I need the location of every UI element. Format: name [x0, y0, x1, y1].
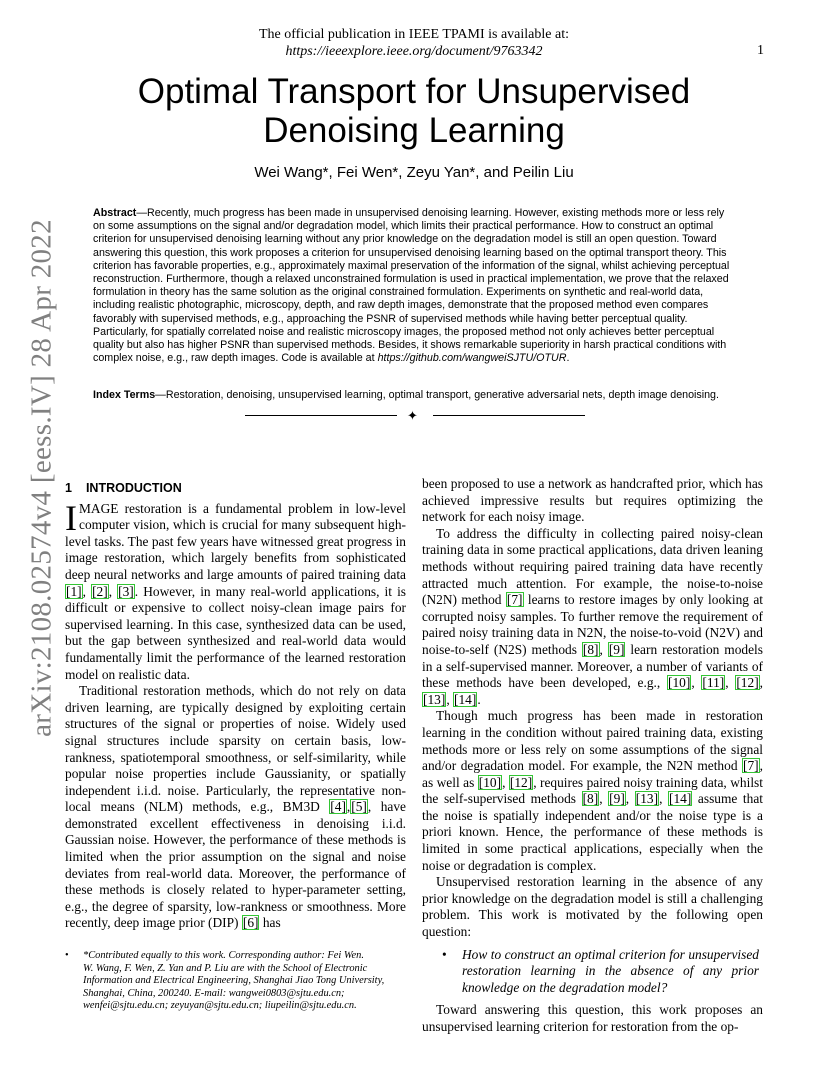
- citation-link[interactable]: [14]: [454, 691, 477, 707]
- citation-link[interactable]: [10]: [668, 675, 691, 691]
- question-bullet: •: [442, 946, 447, 962]
- text-run: restoration is a fundamental problem in low-level computer vision, which is crucial for many subsequent high-level tasks. The past few years have witnessed great progress in image restoration, which largely benefits from sophisticated deep neural networks and large amounts of paired training data: [65, 500, 406, 582]
- right-paragraph-4: Toward answering this question, this work proposes an unsupervised learning criterion for restoration from the op-: [422, 1002, 763, 1034]
- text-run: ,: [82, 583, 92, 599]
- index-terms: [93, 389, 736, 402]
- header-line-1: The official publication in IEEE TPAMI is available at:: [258, 27, 569, 42]
- divider-diamond-icon: ✦: [407, 408, 418, 423]
- page-number: 1: [757, 43, 764, 58]
- text-run: ,: [446, 691, 454, 707]
- text-run: learns to restore images by only looking at corrupted noisy samples. To further remove the requirement of paired noisy training data in N2N, the noise-to-void (N2V) and noise-to-self (N2S) methods: [422, 592, 763, 657]
- text-run: To address the difficulty in collecting paired noisy-clean training data in some practical applications, data driven leaning methods without requiring paired training data have recently attracted much attention. For example, the noise-to-noise (N2N) method: [422, 525, 763, 608]
- citation-link[interactable]: [8]: [582, 641, 599, 657]
- right-paragraph-0: been proposed to use a network as handcrafted prior, which has achieved impressive results but requires optimizing the network for each noisy image.: [422, 476, 763, 525]
- text-run: assume that the noise is spatially independent and/or the noise type is a priori known. Hence, the performance of these methods is limited in some practical applications, especially when the noise or degradation is complex.: [422, 791, 764, 873]
- divider-rule-left: [245, 415, 397, 416]
- abstract: [93, 207, 736, 365]
- text-run: , have demonstrated excellent effectiveness in denoising i.i.d. Gaussian noise. However, the performance of these methods is limited when the prior assumption on the signal and noise deviates from real-world data. Moreover, the performance of these methods is closely related to hyper-parameter setting, e.g., the degree of sparsity, low-rankness or smoothness. More recently, deep image prior (DIP): [65, 799, 406, 931]
- citation-link[interactable]: [2]: [92, 583, 108, 599]
- citation-link[interactable]: [10]: [478, 774, 502, 790]
- text-run: , as well as: [422, 758, 763, 790]
- text-run: ,: [599, 791, 609, 807]
- footnote-bullet: •: [65, 950, 69, 962]
- text-run: ,: [625, 791, 635, 807]
- footnote: [65, 950, 406, 1013]
- drop-cap: I: [65, 497, 77, 538]
- header-doi-link[interactable]: https://ieeexplore.ieee.org/document/9763342: [285, 44, 543, 59]
- citation-link[interactable]: [9]: [609, 791, 625, 807]
- citation-link[interactable]: [6]: [242, 915, 259, 931]
- citation-link[interactable]: [13]: [635, 791, 659, 807]
- text-run: learn restoration models in a self-supervised manner. Moreover, a number of variants of these methods have been developed, e.g.,: [422, 641, 763, 691]
- section-number: 1: [65, 481, 72, 495]
- citation-link[interactable]: [7]: [506, 592, 523, 608]
- footnote-line-1: *Contributed equally to this work. Corresponding author: Fei Wen.: [83, 950, 364, 962]
- citation-link[interactable]: [7]: [743, 758, 759, 774]
- citation-link[interactable]: [11]: [702, 675, 725, 691]
- right-paragraph-3: Unsupervised restoration learning in the absence of any prior knowledge on the degradation model is still a challenging problem. This work is motivated by the following open question:: [422, 874, 763, 940]
- section-title: INTRODUCTION: [85, 481, 182, 495]
- citation-link[interactable]: [4]: [330, 799, 346, 815]
- abstract-text: —Recently, much progress has been made in unsupervised denoising learning. However, existing methods more or less rely on some assumptions on the signal and/or degradation model, which limits their practical performance. How to construct an optimal criterion for unsupervised denoising learning without any prior knowledge on the degradation model is still an open question. Toward answering this question, this work proposes a criterion for unsupervised denoising learning based on the optimal transport theory. This criterion has favorable properties, e.g., approximately maximal preservation of the information of the signal, whilst achieving perceptual reconstruction. Furthermore, though a relaxed unconstrained formulation is used in practical implementation, we prove that the relaxed formulation in theory has the same solution as the original constrained formulation. Experiments on synthetic and real-world data, including realistic photographic, microscopy, depth, and raw depth images, demonstrate that the proposed method even compares favorably with supervised methods, e.g., approaching the PSNR of supervised methods while having better perceptual quality. Particularly, for spatially correlated noise and realistic microscopy images, the proposed method not only achieves better perceptual quality but also has higher PSNR than supervised methods. Besides, it shows remarkable superiority in harsh practical conditions with complex noise, e.g., raw depth images. Code is available at: [93, 207, 730, 365]
- text-run: ,: [108, 583, 118, 599]
- citation-link[interactable]: [14]: [669, 791, 692, 807]
- text-run: , requires paired noisy training data, whilst the self-supervised methods: [422, 774, 763, 807]
- citation-link[interactable]: [8]: [582, 791, 599, 807]
- text-run: has: [259, 915, 281, 931]
- citation-link[interactable]: [12]: [736, 675, 759, 691]
- text-run: ,: [502, 774, 509, 790]
- section-divider: [245, 409, 585, 423]
- intro-paragraph-1: [65, 497, 407, 684]
- author-list: Wei Wang*, Fei Wen*, Zeyu Yan*, and Peilin Liu: [254, 164, 574, 181]
- text-run: Traditional restoration methods, which do not rely on data driven learning, are typically designed by exploiting certain structures of the signal or properties of noise. Widely used signal structures include sparsity on certain basis, low-rankness, spatiotemporal smoothness, or self-similarity, while popular noise properties include Gaussianity, or spatially independent i.i.d. noise. Particularly, the representative non-local means (NLM) methods, e.g., BM3D: [65, 683, 406, 815]
- right-paragraph-2: [422, 708, 763, 874]
- footnote-line-2: W. Wang, F. Wen, Z. Yan and P. Liu are with the School of Electronic Information and Electrical Engineering, Shanghai Jiao Tong University, Shanghai, China, 200240. E-mail: wangwei0803@sjtu.edu.cn; wenfei@sjtu.edu.cn; zeyuyan@sjtu.edu.cn; liupeilin@sjtu.edu.cn.: [83, 962, 385, 1012]
- text-run: ,: [759, 675, 764, 691]
- text-run: ,: [346, 799, 351, 815]
- divider-rule-right: [433, 415, 585, 416]
- section-heading: [65, 480, 406, 497]
- citation-link[interactable]: [9]: [608, 641, 625, 657]
- text-run: ,: [725, 675, 736, 691]
- open-question-text: How to construct an optimal criterion for unsupervised restoration learning in the absence of any prior knowledge on the degradation model?: [462, 946, 759, 995]
- abstract-end: .: [566, 352, 570, 365]
- text-run: .: [477, 691, 481, 707]
- right-column: [422, 476, 763, 1036]
- citation-link[interactable]: [5]: [351, 799, 367, 815]
- citation-link[interactable]: [1]: [66, 583, 82, 599]
- citation-link[interactable]: [3]: [118, 583, 134, 599]
- code-link[interactable]: https://github.com/wangweiSJTU/OTUR: [377, 352, 567, 365]
- intro-paragraph-2: [65, 683, 406, 932]
- open-question-item: [422, 947, 763, 997]
- citation-link[interactable]: [13]: [423, 691, 446, 707]
- text-run: Though much progress has been made in restoration learning in the condition without paired training data, existing methods more or less rely on some assumptions of the signal and/or degradation model. For example, the N2N method: [422, 708, 763, 774]
- text-run: ,: [659, 791, 669, 807]
- abstract-label: Abstract: [93, 207, 137, 219]
- index-terms-text: —Restoration, denoising, unsupervised learning, optimal transport, generative adversarial nets, depth image denoising.: [155, 389, 719, 401]
- right-paragraph-1: [422, 526, 763, 709]
- citation-link[interactable]: [12]: [509, 774, 533, 790]
- arxiv-stamp: arXiv:2108.02574v4 [eess.IV] 28 Apr 2022: [25, 219, 58, 737]
- lead-word: MAGE: [79, 500, 119, 516]
- text-run: ,: [691, 675, 702, 691]
- left-column: [65, 476, 406, 1013]
- page-header: [0, 26, 828, 60]
- index-terms-label: Index Terms: [93, 389, 156, 401]
- text-run: . However, in many real-world applications, it is difficult or expensive to collect noisy-clean image pairs for supervised learning. In this case, synthesized data can be used, but the gap between synthesized and real-world data would fundamentally limit the performance of the learned restoration model on realistic data.: [65, 583, 407, 682]
- paper-title: Optimal Transport for Unsupervised Denoising Learning: [137, 72, 691, 150]
- text-run: ,: [599, 641, 608, 657]
